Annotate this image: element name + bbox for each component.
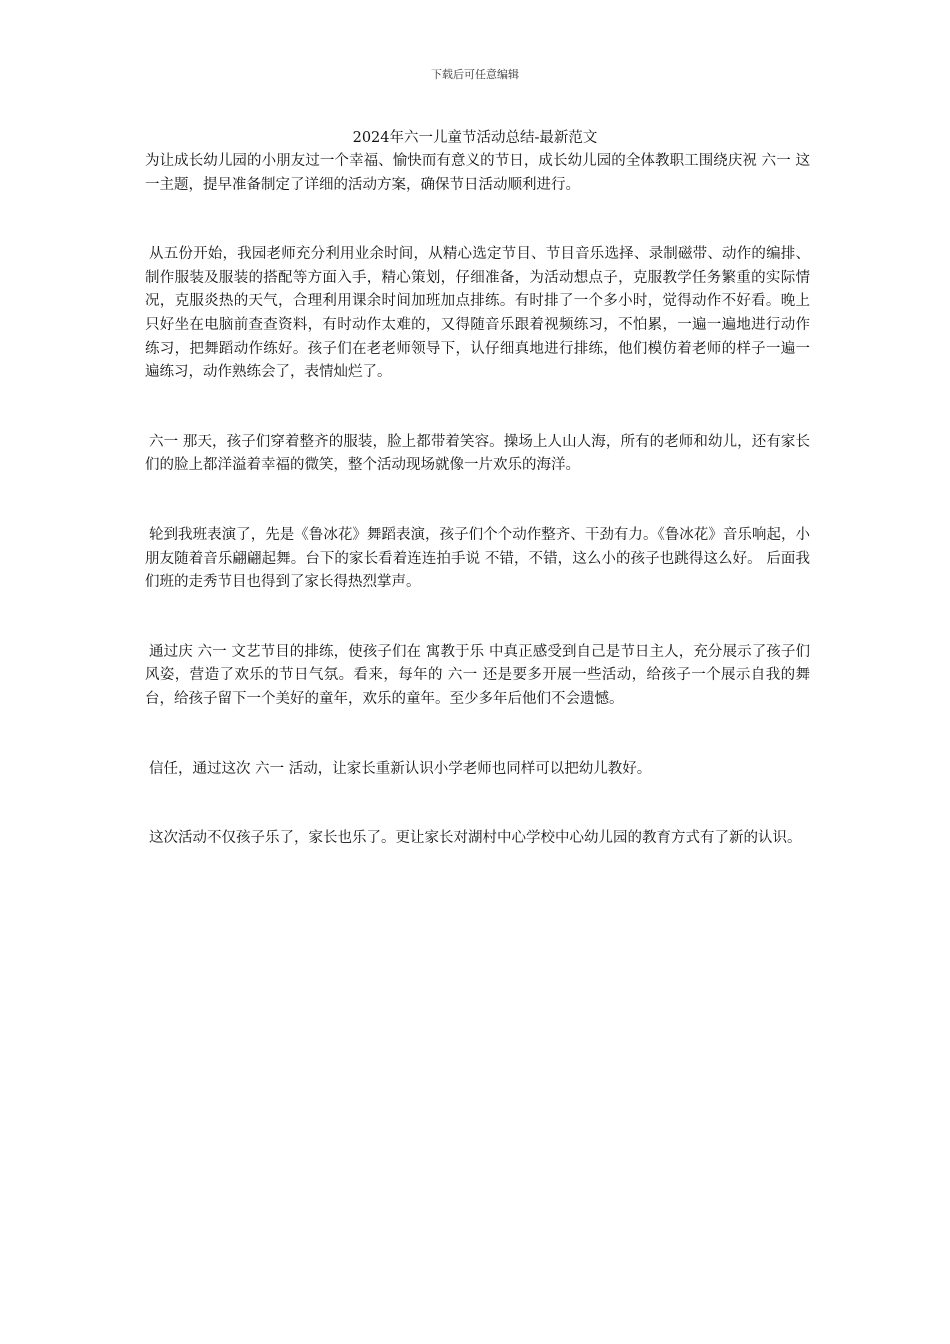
document-body — [145, 150, 810, 897]
paragraph-performance: 轮到我班表演了，先是《鲁冰花》舞蹈表演，孩子们个个动作整齐、干劲有力。《鲁冰花》音乐响起，小朋友随着音乐翩翩起舞。台下的家长看着连连拍手说 不错，不错，这么小的孩子也跳得这么好。 后面我们班的走秀节目也得到了家长得热烈掌声。 — [145, 526, 810, 591]
paragraph-conclusion: 这次活动不仅孩子乐了，家长也乐了。更让家长对湖村中心学校中心幼儿园的教育方式有了新的认识。 — [149, 830, 802, 847]
paragraph-intro: 为让成长幼儿园的小朋友过一个幸福、愉快而有意义的节日，成长幼儿园的全体教职工围绕庆祝 六一 这一主题，提早准备制定了详细的活动方案，确保节日活动顺利进行。 — [145, 153, 810, 193]
paragraph-reflection: 通过庆 六一 文艺节目的排练，使孩子们在 寓教于乐 中真正感受到自己是节日主人，充分展示了孩子们风姿，营造了欢乐的节日气氛。看来，每年的 六一 还是要多开展一些活动，给孩子一个展示自我的舞台，给孩子留下一个美好的童年，欢乐的童年。至少多年后他们不会遗憾。 — [145, 643, 810, 707]
paragraph-trust: 信任，通过这次 六一 活动，让家长重新认识小学老师也同样可以把幼儿教好。 — [149, 760, 652, 777]
document-title: 2024年六一儿童节活动总结-最新范文 — [352, 130, 598, 146]
paragraph-preparation: 从五份开始，我园老师充分利用业余时间，从精心选定节目、节目音乐选择、录制磁带、动作的编排、制作服装及服装的搭配等方面入手，精心策划，仔细准备，为活动想点子，克服教学任务繁重的实际情况，克服炎热的天气，合理利用课余时间加班加点排练。有时排了一个多小时，觉得动作不好看。晚上只好坐在电脑前查查资料，有时动作太难的，又得随音乐跟着视频练习，不怕累，一遍一遍地进行动作练习，把舞蹈动作练好。孩子们在老老师领导下，认仔细真地进行排练，他们模仿着老师的样子一遍一遍练习，动作熟练会了，表情灿烂了。 — [145, 246, 810, 381]
header-note: 下载后可任意编辑 — [431, 68, 519, 81]
paragraph-event-day: 六一 那天，孩子们穿着整齐的服装，脸上都带着笑容。操场上人山人海，所有的老师和幼儿，还有家长们的脸上都洋溢着幸福的微笑，整个活动现场就像一片欢乐的海洋。 — [145, 433, 810, 474]
